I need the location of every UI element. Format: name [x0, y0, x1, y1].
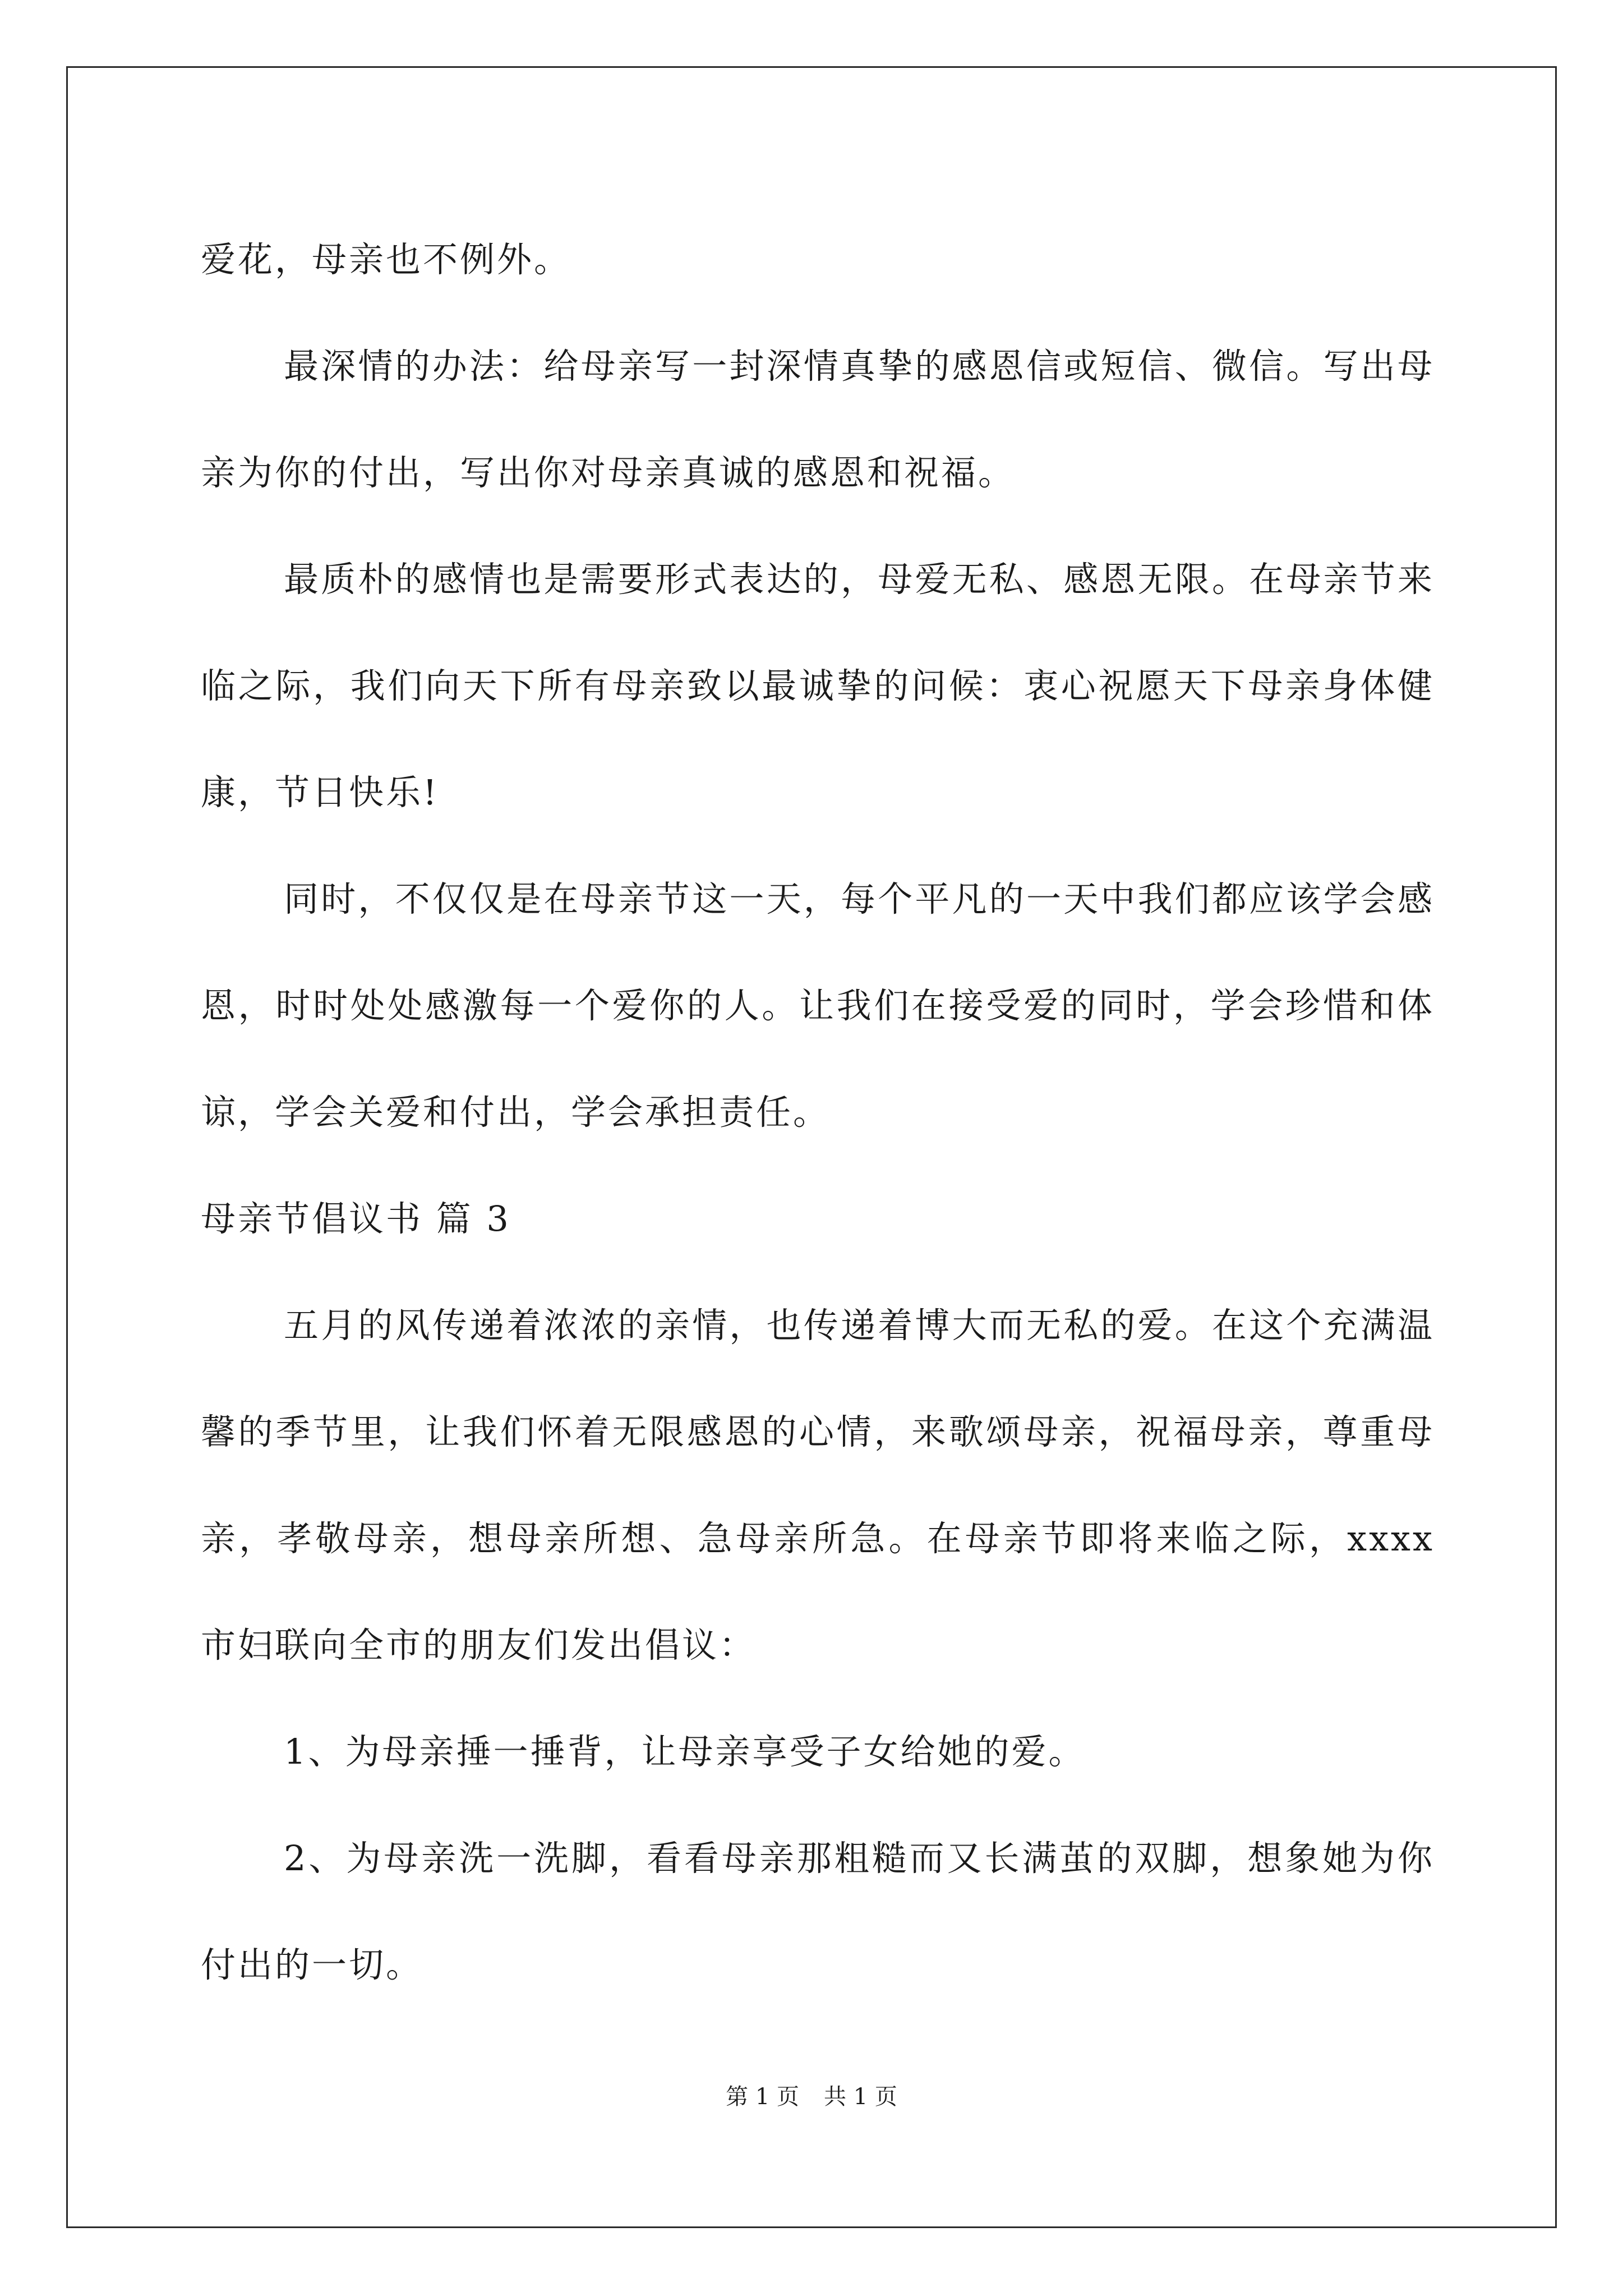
page-total: 共 1 页: [824, 2084, 897, 2110]
section-heading: 母亲节倡议书 篇 3: [201, 1198, 511, 1239]
document-body: [201, 206, 1435, 2018]
paragraph-7: 2、为母亲洗一洗脚，看看母亲那粗糙而又长满茧的双脚，想象她为你付出的一切。: [201, 1838, 1435, 1985]
paragraph-4: 同时，不仅仅是在母亲节这一天，每个平凡的一天中我们都应该学会感恩，时时处处感激每一个爱你的人。让我们在接受爱的同时，学会珍惜和体谅，学会关爱和付出，学会承担责任。: [201, 878, 1435, 1133]
paragraph-1: 爱花，母亲也不例外。: [201, 239, 571, 280]
paragraph-2: 最深情的办法：给母亲写一封深情真挚的感恩信或短信、微信。写出母亲为你的付出，写出你对母亲真诚的感恩和祝福。: [201, 346, 1435, 493]
page-footer: [0, 2080, 1623, 2114]
paragraph-6: 1、为母亲捶一捶背，让母亲享受子女给她的爱。: [284, 1731, 1086, 1772]
page-number: 第 1 页: [726, 2084, 799, 2110]
paragraph-3: 最质朴的感情也是需要形式表达的，母爱无私、感恩无限。在母亲节来临之际，我们向天下所有母亲致以最诚挚的问候：衷心祝愿天下母亲身体健康，节日快乐!: [201, 559, 1435, 813]
paragraph-5: 五月的风传递着浓浓的亲情，也传递着博大而无私的爱。在这个充满温馨的季节里，让我们怀着无限感恩的心情，来歌颂母亲，祝福母亲，尊重母亲，孝敬母亲，想母亲所想、急母亲所急。在母亲节即将来临之际，xxxx 市妇联向全市的朋友们发出倡议：: [201, 1305, 1435, 1665]
